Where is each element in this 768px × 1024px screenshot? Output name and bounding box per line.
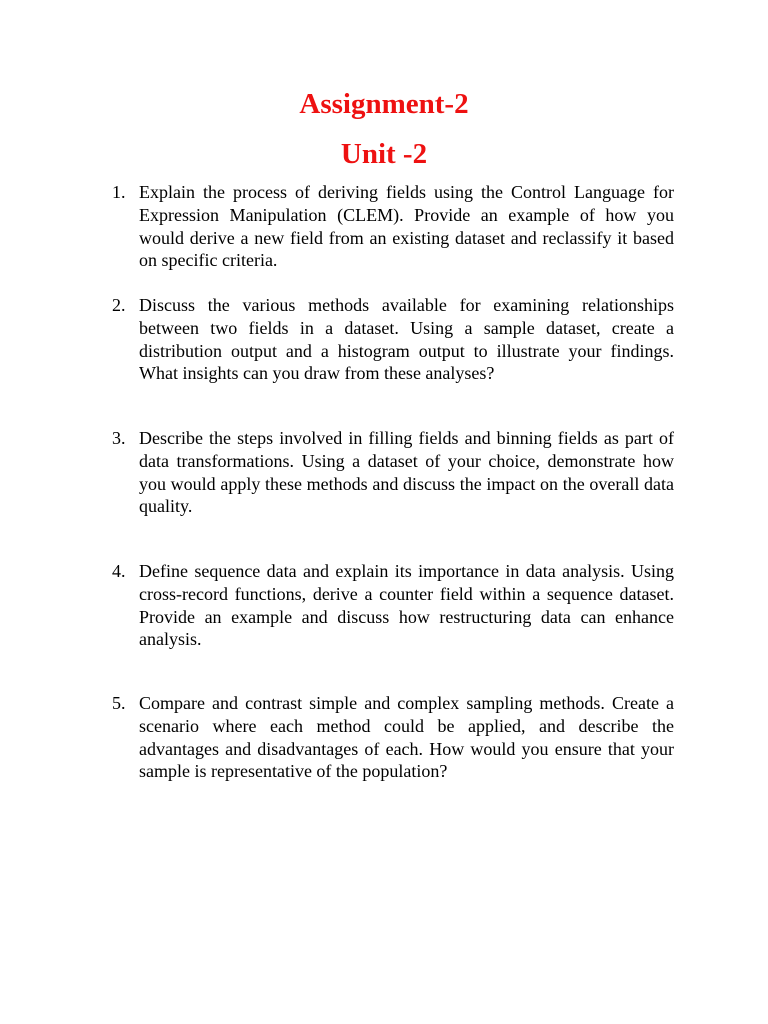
question-number: 3. [112, 428, 126, 448]
question-item-3 [112, 427, 674, 518]
question-text: Compare and contrast simple and complex sampling methods. Create a scenario where each method could be applied, and describe the advantages and disadvantages of each. How would you ensure that your sample is representative of the population? [139, 693, 674, 782]
question-item-5 [112, 692, 674, 783]
question-number: 1. [112, 182, 126, 202]
question-item-2 [112, 294, 674, 385]
question-text: Describe the steps involved in filling fields and binning fields as part of data transformations. Using a dataset of your choice, demonstrate how you would apply these methods and discuss the impact on the overall data quality. [139, 428, 674, 517]
question-item-4 [112, 560, 674, 651]
question-text: Discuss the various methods available for examining relationships between two fields in a dataset. Using a sample dataset, create a distribution output and a histogram output to illustrate your findings. What insights can you draw from these analyses? [139, 295, 674, 384]
question-item-1 [112, 181, 674, 272]
question-number: 4. [112, 561, 126, 581]
question-text: Explain the process of deriving fields using the Control Language for Expression Manipulation (CLEM). Provide an example of how you would derive a new field from an existing dataset and reclassify it based on specific criteria. [139, 182, 674, 271]
question-number: 2. [112, 295, 126, 315]
unit-title: Unit -2 [340, 138, 428, 170]
question-text: Define sequence data and explain its importance in data analysis. Using cross-record functions, derive a counter field within a sequence dataset. Provide an example and discuss how restructuring data can enhance analysis. [139, 561, 674, 650]
assignment-title: Assignment-2 [299, 88, 469, 120]
question-number: 5. [112, 693, 126, 713]
